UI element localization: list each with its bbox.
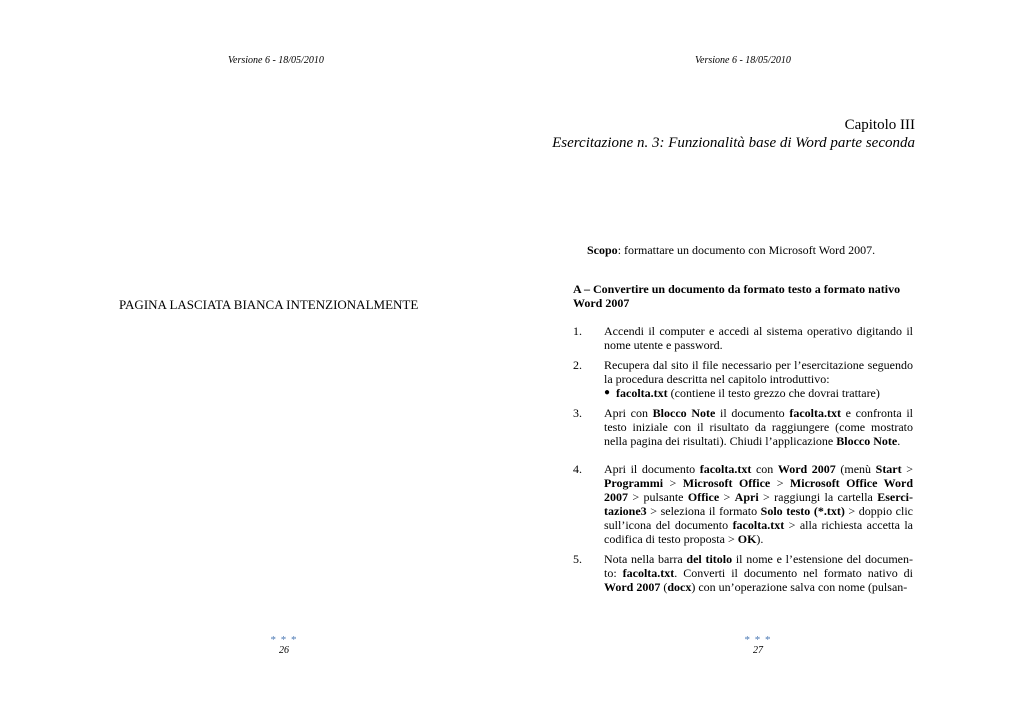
text-run: il documento bbox=[715, 406, 790, 420]
text-bold: Start bbox=[875, 462, 902, 476]
text-bold: facolta.txt bbox=[732, 518, 785, 532]
list-item bbox=[573, 552, 913, 594]
text-bold: del titolo bbox=[686, 552, 733, 566]
footer-stars: * * * bbox=[270, 634, 298, 646]
text-run: . Converti il documento nel formato nativo di bbox=[674, 566, 913, 580]
text-bold: Word 2007 bbox=[604, 580, 661, 594]
step-number: 1. bbox=[573, 324, 582, 338]
text-run: > doppio clic sull’icona del documento bbox=[604, 504, 913, 532]
text-bold: Blocco Note bbox=[652, 406, 716, 420]
footer-stars: * * * bbox=[744, 634, 772, 646]
bullet-item bbox=[604, 386, 913, 400]
bullet-icon: ● bbox=[604, 387, 611, 398]
text-run: e confronta il testo iniziale con il risultato da raggiungere (come mostrato nella pagina dei risultati). Chiudi l’applicazione bbox=[604, 406, 913, 448]
text-run: ( bbox=[660, 580, 668, 594]
page-footer bbox=[728, 636, 788, 656]
step-body bbox=[604, 358, 913, 400]
text-bold: docx bbox=[667, 580, 692, 594]
step-text bbox=[604, 406, 913, 448]
text-bold: facolta.txt bbox=[789, 406, 841, 420]
text-run: Apri il documento bbox=[604, 462, 700, 476]
text-bold: Office bbox=[687, 490, 720, 504]
blank-page-notice: PAGINA LASCIATA BIANCA INTENZIONALMENTE bbox=[119, 297, 419, 312]
text-run: > seleziona il formato bbox=[646, 504, 761, 518]
step-text bbox=[604, 552, 913, 594]
text-run: . bbox=[897, 434, 901, 448]
step-number: 2. bbox=[573, 358, 582, 372]
text-run: Apri con bbox=[604, 406, 653, 420]
text-run: ). bbox=[756, 532, 764, 546]
step-number: 4. bbox=[573, 462, 582, 476]
text-bold: facolta.txt bbox=[622, 566, 675, 580]
list-item bbox=[573, 324, 913, 352]
page-header: Versione 6 - 18/05/2010 bbox=[228, 55, 324, 66]
text-run: (menù bbox=[835, 462, 876, 476]
text-bold: Microsoft Office Word 2007 bbox=[604, 476, 913, 504]
step-text bbox=[604, 462, 913, 546]
text-run: il nome e l’estensione del documen-to: bbox=[604, 552, 913, 580]
steps-list bbox=[573, 324, 913, 600]
page-header: Versione 6 - 18/05/2010 bbox=[695, 55, 791, 66]
page-footer bbox=[254, 636, 314, 656]
text-bold: facolta.txt bbox=[699, 462, 752, 476]
scopo-line bbox=[587, 243, 875, 258]
chapter-number: Capitolo III bbox=[844, 117, 915, 133]
file-name: facolta.txt bbox=[616, 386, 668, 400]
step-number: 3. bbox=[573, 406, 582, 420]
text-bold: OK bbox=[737, 532, 757, 546]
text-bold: Blocco Note bbox=[836, 434, 898, 448]
chapter-title: Esercitazione n. 3: Funzionalità base di Word parte seconda bbox=[552, 135, 915, 151]
step-number: 5. bbox=[573, 552, 582, 566]
text-run: ) con un’operazione salva con nome (pulsan- bbox=[691, 580, 908, 594]
text-run: > bbox=[901, 462, 913, 476]
text-bold: Microsoft Office bbox=[682, 476, 771, 490]
text-bold: Eserci-tazione3 bbox=[604, 490, 913, 518]
chapter-heading bbox=[552, 117, 915, 152]
text-run: > alla richiesta accetta la codifica di testo proposta > bbox=[604, 518, 913, 546]
text-run: con bbox=[751, 462, 778, 476]
text-run: > bbox=[719, 490, 735, 504]
file-description: (contiene il testo grezzo che dovrai trattare) bbox=[667, 386, 880, 400]
section-heading: A – Convertire un documento da formato testo a formato nativo Word 2007 bbox=[573, 282, 901, 310]
text-run: Nota nella barra bbox=[604, 552, 687, 566]
text-bold: Solo testo (*.txt) bbox=[760, 504, 845, 518]
step-text: Accendi il computer e accedi al sistema operativo digitando il nome utente e password. bbox=[604, 324, 913, 352]
list-item bbox=[573, 406, 913, 448]
step-text: Recupera dal sito il file necessario per l’esercitazione seguendo la procedura descritta nel capitolo introduttivo: bbox=[604, 358, 913, 386]
text-run: > bbox=[770, 476, 790, 490]
text-run: > bbox=[663, 476, 683, 490]
scopo-text: : formattare un documento con Microsoft Word 2007. bbox=[617, 243, 876, 257]
list-item bbox=[573, 358, 913, 400]
list-item bbox=[573, 462, 913, 546]
text-bold: Programmi bbox=[604, 476, 664, 490]
text-bold: Word 2007 bbox=[777, 462, 836, 476]
scopo-label: Scopo bbox=[587, 243, 618, 257]
text-bold: Apri bbox=[734, 490, 759, 504]
page-number: 26 bbox=[279, 645, 289, 656]
right-page bbox=[512, 0, 1024, 724]
text-run: > raggiungi la cartella bbox=[758, 490, 878, 504]
page-number: 27 bbox=[753, 645, 763, 656]
text-run: > pulsante bbox=[628, 490, 688, 504]
